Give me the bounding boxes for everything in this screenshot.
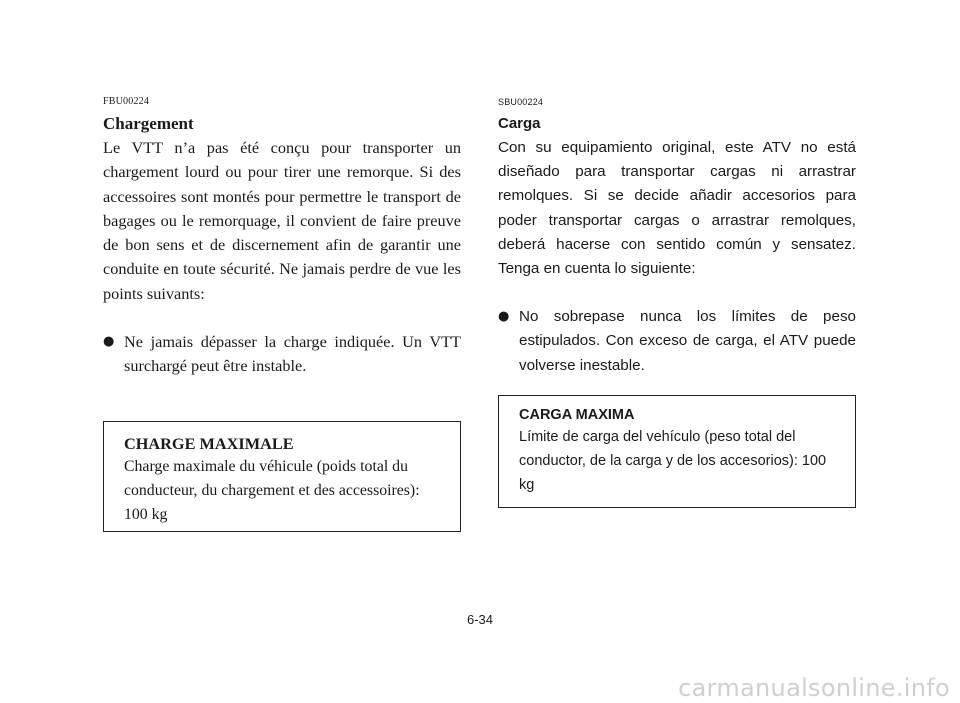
- bullet-icon: ●: [498, 309, 510, 325]
- watermark: carmanualsonline.info: [678, 674, 950, 702]
- section-code: SBU00224: [498, 97, 544, 107]
- section-heading: Chargement: [103, 114, 194, 133]
- body-paragraph: Con su equipamiento original, este ATV no está diseñado para transportar cargas ni arrastrar remolques. Si se decide añadir accesorios para poder transportar cargas o arrastrar remolques, deberá hacerse con sentido común y sensatez. Tenga en cuenta lo siguiente:: [498, 139, 856, 278]
- max-load-box: [498, 395, 856, 508]
- section-heading: Carga: [498, 115, 541, 132]
- max-load-title: CARGA MAXIMA: [519, 407, 635, 423]
- page-number: 6-34: [466, 612, 494, 627]
- bullet-icon: ●: [103, 334, 115, 350]
- max-load-text: Charge maximale du véhicule (poids total du conducteur, du chargement et des accessoires): 100 kg: [124, 458, 420, 523]
- body-paragraph: Le VTT n’a pas été conçu pour transporter un chargement lourd ou pour tirer une remorque. Si des accessoires sont montés pour permettre le transport de bagages ou le remorquage, il convient de faire preuve de bon sens et de discernement afin de garantir une conduite en toute sécurité. Ne jamais perdre de vue les points suivants:: [103, 138, 461, 303]
- french-column: [103, 96, 461, 379]
- max-load-text: Límite de carga del vehículo (peso total del conductor, de la carga y de los accesorios): 100 kg: [519, 429, 827, 493]
- bullet-text: No sobrepase nunca los límites de peso estipulados. Con exceso de carga, el ATV puede volverse inestable.: [519, 308, 856, 374]
- bullet-text: Ne jamais dépasser la charge indiquée. Un VTT surchargé peut être instable.: [124, 332, 461, 376]
- spanish-column: [498, 96, 856, 378]
- max-load-title: CHARGE MAXIMALE: [124, 434, 294, 453]
- bullet-item: [103, 330, 461, 379]
- bullet-item: [498, 305, 856, 378]
- section-code: FBU00224: [103, 96, 150, 107]
- max-load-box: [103, 421, 461, 532]
